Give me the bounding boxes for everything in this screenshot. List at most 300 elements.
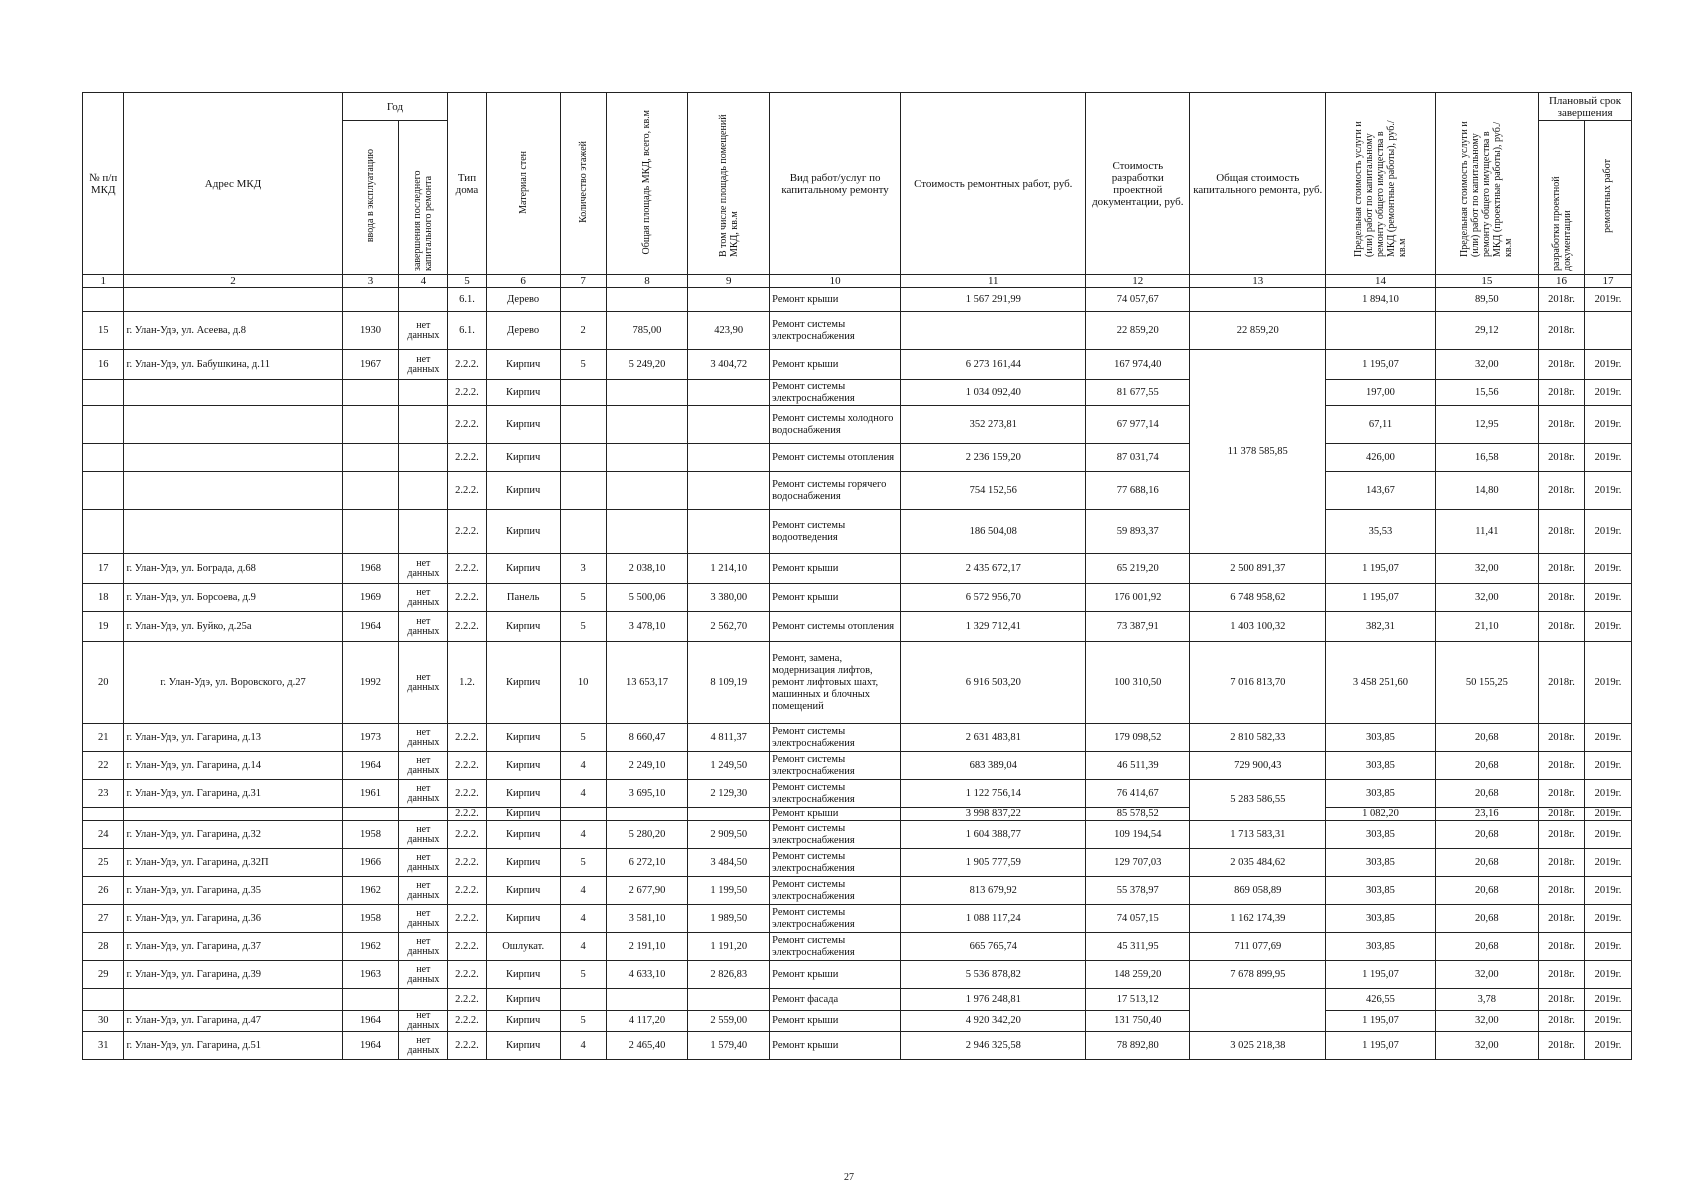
term-repair: 2019г. xyxy=(1584,380,1631,406)
header-num: № п/п МКД xyxy=(83,93,124,275)
wall-material: Кирпич xyxy=(486,808,560,821)
total-area xyxy=(606,380,688,406)
limit-repair: 303,85 xyxy=(1326,780,1435,808)
year-last-repair xyxy=(399,380,448,406)
header-total-cost: Общая стоимость капитального ремонта, руб. xyxy=(1190,93,1326,275)
year-commission xyxy=(342,472,399,510)
total-area xyxy=(606,472,688,510)
limit-repair: 426,55 xyxy=(1326,989,1435,1011)
term-repair: 2019г. xyxy=(1584,444,1631,472)
year-last-repair: нет данных xyxy=(399,612,448,642)
total-area: 5 280,20 xyxy=(606,821,688,849)
repair-cost: 683 389,04 xyxy=(901,752,1086,780)
col-number: 14 xyxy=(1326,275,1435,288)
house-type: 2.2.2. xyxy=(448,849,486,877)
col-number: 3 xyxy=(342,275,399,288)
total-area: 2 677,90 xyxy=(606,877,688,905)
address xyxy=(124,406,342,444)
col-number: 13 xyxy=(1190,275,1326,288)
work-type: Ремонт системы электроснабжения xyxy=(770,933,901,961)
limit-design: 11,41 xyxy=(1435,510,1539,554)
table-row xyxy=(83,1032,1632,1060)
wall-material: Кирпич xyxy=(486,849,560,877)
total-area xyxy=(606,510,688,554)
floors xyxy=(560,380,606,406)
term-repair: 2019г. xyxy=(1584,1011,1631,1032)
row-number: 22 xyxy=(83,752,124,780)
floors: 4 xyxy=(560,780,606,808)
limit-design: 20,68 xyxy=(1435,905,1539,933)
floors: 4 xyxy=(560,752,606,780)
premises-area xyxy=(688,472,770,510)
term-repair: 2019г. xyxy=(1584,510,1631,554)
wall-material: Кирпич xyxy=(486,406,560,444)
design-cost: 131 750,40 xyxy=(1086,1011,1190,1032)
year-last-repair: нет данных xyxy=(399,350,448,380)
wall-material: Кирпич xyxy=(486,989,560,1011)
address: г. Улан-Удэ, ул. Гагарина, д.51 xyxy=(124,1032,342,1060)
design-cost: 65 219,20 xyxy=(1086,554,1190,584)
year-last-repair: нет данных xyxy=(399,780,448,808)
work-type: Ремонт системы электроснабжения xyxy=(770,752,901,780)
term-repair: 2019г. xyxy=(1584,877,1631,905)
year-last-repair: нет данных xyxy=(399,849,448,877)
house-type: 2.2.2. xyxy=(448,1032,486,1060)
limit-design: 15,56 xyxy=(1435,380,1539,406)
floors: 5 xyxy=(560,961,606,989)
term-repair: 2019г. xyxy=(1584,472,1631,510)
term-repair: 2019г. xyxy=(1584,905,1631,933)
total-area: 3 478,10 xyxy=(606,612,688,642)
premises-area xyxy=(688,989,770,1011)
total-cost: 729 900,43 xyxy=(1190,752,1326,780)
limit-repair: 143,67 xyxy=(1326,472,1435,510)
wall-material: Кирпич xyxy=(486,1011,560,1032)
work-type: Ремонт системы холодного водоснабжения xyxy=(770,406,901,444)
header-limit-repair: Предельная стоимость услуги и (или) работ по капитальному ремонту общего имущества в МКД (ремонтные работы), руб./кв.м xyxy=(1326,93,1435,275)
total-area: 5 249,20 xyxy=(606,350,688,380)
year-last-repair: нет данных xyxy=(399,642,448,724)
address xyxy=(124,288,342,312)
year-last-repair xyxy=(399,472,448,510)
year-commission: 1958 xyxy=(342,905,399,933)
address xyxy=(124,380,342,406)
table-row xyxy=(83,933,1632,961)
row-number: 23 xyxy=(83,780,124,808)
limit-design: 20,68 xyxy=(1435,724,1539,752)
design-cost: 148 259,20 xyxy=(1086,961,1190,989)
premises-area: 4 811,37 xyxy=(688,724,770,752)
repair-cost: 1 976 248,81 xyxy=(901,989,1086,1011)
total-cost: 869 058,89 xyxy=(1190,877,1326,905)
year-commission xyxy=(342,808,399,821)
row-number: 20 xyxy=(83,642,124,724)
address: г. Улан-Удэ, ул. Воровского, д.27 xyxy=(124,642,342,724)
design-cost: 129 707,03 xyxy=(1086,849,1190,877)
limit-design: 21,10 xyxy=(1435,612,1539,642)
limit-repair: 197,00 xyxy=(1326,380,1435,406)
limit-design: 20,68 xyxy=(1435,821,1539,849)
design-cost: 45 311,95 xyxy=(1086,933,1190,961)
document-sheet xyxy=(82,92,1632,1060)
table-row xyxy=(83,380,1632,406)
year-commission: 1973 xyxy=(342,724,399,752)
term-design: 2018г. xyxy=(1539,288,1585,312)
row-number: 17 xyxy=(83,554,124,584)
premises-area: 1 579,40 xyxy=(688,1032,770,1060)
col-number: 11 xyxy=(901,275,1086,288)
year-last-repair xyxy=(399,444,448,472)
premises-area: 2 129,30 xyxy=(688,780,770,808)
term-design: 2018г. xyxy=(1539,584,1585,612)
address xyxy=(124,989,342,1011)
header-floors: Количество этажей xyxy=(560,93,606,275)
limit-design: 32,00 xyxy=(1435,961,1539,989)
wall-material: Кирпич xyxy=(486,612,560,642)
year-commission: 1964 xyxy=(342,612,399,642)
limit-repair: 1 195,07 xyxy=(1326,584,1435,612)
term-design: 2018г. xyxy=(1539,554,1585,584)
floors: 4 xyxy=(560,821,606,849)
wall-material: Кирпич xyxy=(486,724,560,752)
design-cost: 176 001,92 xyxy=(1086,584,1190,612)
limit-repair: 303,85 xyxy=(1326,877,1435,905)
term-design: 2018г. xyxy=(1539,1011,1585,1032)
house-type: 2.2.2. xyxy=(448,724,486,752)
house-type: 2.2.2. xyxy=(448,472,486,510)
design-cost: 46 511,39 xyxy=(1086,752,1190,780)
address xyxy=(124,510,342,554)
row-number xyxy=(83,510,124,554)
term-repair: 2019г. xyxy=(1584,933,1631,961)
address: г. Улан-Удэ, ул. Гагарина, д.37 xyxy=(124,933,342,961)
total-cost: 2 500 891,37 xyxy=(1190,554,1326,584)
limit-design: 32,00 xyxy=(1435,584,1539,612)
year-last-repair xyxy=(399,406,448,444)
year-commission: 1967 xyxy=(342,350,399,380)
limit-design: 20,68 xyxy=(1435,877,1539,905)
year-commission: 1963 xyxy=(342,961,399,989)
header-design-cost: Стоимость разработки проектной документации, руб. xyxy=(1086,93,1190,275)
floors xyxy=(560,406,606,444)
year-commission: 1961 xyxy=(342,780,399,808)
year-last-repair: нет данных xyxy=(399,961,448,989)
limit-design: 3,78 xyxy=(1435,989,1539,1011)
wall-material: Кирпич xyxy=(486,472,560,510)
work-type: Ремонт системы электроснабжения xyxy=(770,724,901,752)
work-type: Ремонт фасада xyxy=(770,989,901,1011)
floors: 4 xyxy=(560,933,606,961)
table-row xyxy=(83,849,1632,877)
table-row xyxy=(83,472,1632,510)
house-type: 2.2.2. xyxy=(448,808,486,821)
table-row xyxy=(83,780,1632,808)
design-cost: 167 974,40 xyxy=(1086,350,1190,380)
row-number xyxy=(83,380,124,406)
term-repair: 2019г. xyxy=(1584,584,1631,612)
term-repair: 2019г. xyxy=(1584,849,1631,877)
term-repair: 2019г. xyxy=(1584,612,1631,642)
table-row xyxy=(83,821,1632,849)
year-last-repair xyxy=(399,989,448,1011)
floors xyxy=(560,288,606,312)
year-commission: 1964 xyxy=(342,1011,399,1032)
house-type: 2.2.2. xyxy=(448,821,486,849)
total-area: 2 191,10 xyxy=(606,933,688,961)
premises-area xyxy=(688,444,770,472)
row-number: 25 xyxy=(83,849,124,877)
header-work-type: Вид работ/услуг по капитальному ремонту xyxy=(770,93,901,275)
limit-repair: 1 195,07 xyxy=(1326,961,1435,989)
limit-design: 32,00 xyxy=(1435,1011,1539,1032)
row-number: 16 xyxy=(83,350,124,380)
term-repair: 2019г. xyxy=(1584,752,1631,780)
limit-repair: 303,85 xyxy=(1326,905,1435,933)
year-commission: 1964 xyxy=(342,752,399,780)
term-design: 2018г. xyxy=(1539,724,1585,752)
repair-cost: 2 631 483,81 xyxy=(901,724,1086,752)
term-design: 2018г. xyxy=(1539,905,1585,933)
header-year-last-repair: завершения последнего капитального ремонта xyxy=(399,121,448,275)
house-type: 6.1. xyxy=(448,312,486,350)
total-cost: 7 678 899,95 xyxy=(1190,961,1326,989)
total-cost: 6 748 958,62 xyxy=(1190,584,1326,612)
col-number: 8 xyxy=(606,275,688,288)
row-number: 19 xyxy=(83,612,124,642)
premises-area: 2 559,00 xyxy=(688,1011,770,1032)
limit-repair: 1 195,07 xyxy=(1326,350,1435,380)
total-area xyxy=(606,406,688,444)
term-design: 2018г. xyxy=(1539,849,1585,877)
limit-repair: 1 195,07 xyxy=(1326,554,1435,584)
term-design: 2018г. xyxy=(1539,989,1585,1011)
floors: 4 xyxy=(560,1032,606,1060)
work-type: Ремонт системы электроснабжения xyxy=(770,849,901,877)
design-cost: 78 892,80 xyxy=(1086,1032,1190,1060)
total-cost: 1 403 100,32 xyxy=(1190,612,1326,642)
table-row xyxy=(83,288,1632,312)
term-repair: 2019г. xyxy=(1584,1032,1631,1060)
repair-cost: 1 034 092,40 xyxy=(901,380,1086,406)
premises-area: 3 484,50 xyxy=(688,849,770,877)
limit-repair: 426,00 xyxy=(1326,444,1435,472)
premises-area xyxy=(688,808,770,821)
row-number: 30 xyxy=(83,1011,124,1032)
table-row xyxy=(83,1011,1632,1032)
col-number: 12 xyxy=(1086,275,1190,288)
table-row xyxy=(83,612,1632,642)
work-type: Ремонт крыши xyxy=(770,1032,901,1060)
premises-area: 8 109,19 xyxy=(688,642,770,724)
wall-material: Кирпич xyxy=(486,877,560,905)
work-type: Ремонт системы электроснабжения xyxy=(770,905,901,933)
total-cost: 7 016 813,70 xyxy=(1190,642,1326,724)
repair-cost: 6 916 503,20 xyxy=(901,642,1086,724)
table-row xyxy=(83,642,1632,724)
design-cost: 55 378,97 xyxy=(1086,877,1190,905)
work-type: Ремонт системы электроснабжения xyxy=(770,821,901,849)
wall-material: Кирпич xyxy=(486,350,560,380)
col-number: 10 xyxy=(770,275,901,288)
total-cost: 2 810 582,33 xyxy=(1190,724,1326,752)
floors xyxy=(560,510,606,554)
work-type: Ремонт, замена, модернизация лифтов, ремонт лифтовых шахт, машинных и блочных помещений xyxy=(770,642,901,724)
repair-cost: 2 236 159,20 xyxy=(901,444,1086,472)
term-repair: 2019г. xyxy=(1584,554,1631,584)
work-type: Ремонт системы водоотведения xyxy=(770,510,901,554)
address xyxy=(124,472,342,510)
floors: 5 xyxy=(560,584,606,612)
total-area: 2 465,40 xyxy=(606,1032,688,1060)
address: г. Улан-Удэ, ул. Гагарина, д.14 xyxy=(124,752,342,780)
design-cost: 22 859,20 xyxy=(1086,312,1190,350)
year-commission xyxy=(342,989,399,1011)
floors xyxy=(560,472,606,510)
table-row xyxy=(83,510,1632,554)
header-repair-cost: Стоимость ремонтных работ, руб. xyxy=(901,93,1086,275)
work-type: Ремонт крыши xyxy=(770,1011,901,1032)
header-term-design: разработки проектной документации xyxy=(1539,121,1585,275)
floors xyxy=(560,444,606,472)
limit-design: 20,68 xyxy=(1435,933,1539,961)
year-last-repair: нет данных xyxy=(399,1011,448,1032)
total-area: 4 633,10 xyxy=(606,961,688,989)
limit-repair: 1 894,10 xyxy=(1326,288,1435,312)
header-year-commission: ввода в эксплуатацию xyxy=(342,121,399,275)
total-area xyxy=(606,808,688,821)
term-repair: 2019г. xyxy=(1584,821,1631,849)
term-repair: 2019г. xyxy=(1584,989,1631,1011)
header-premises-area: В том числе площадь помещений МКД, кв.м xyxy=(688,93,770,275)
wall-material: Дерево xyxy=(486,312,560,350)
table-row xyxy=(83,350,1632,380)
year-commission: 1962 xyxy=(342,877,399,905)
term-design: 2018г. xyxy=(1539,877,1585,905)
limit-repair: 382,31 xyxy=(1326,612,1435,642)
wall-material: Кирпич xyxy=(486,554,560,584)
repair-cost: 5 536 878,82 xyxy=(901,961,1086,989)
table-row xyxy=(83,584,1632,612)
work-type: Ремонт системы отопления xyxy=(770,444,901,472)
year-commission: 1958 xyxy=(342,821,399,849)
house-type: 2.2.2. xyxy=(448,752,486,780)
term-design: 2018г. xyxy=(1539,380,1585,406)
address: г. Улан-Удэ, ул. Гагарина, д.32П xyxy=(124,849,342,877)
repair-program-table xyxy=(82,92,1632,1060)
row-number xyxy=(83,444,124,472)
house-type: 2.2.2. xyxy=(448,877,486,905)
year-commission: 1930 xyxy=(342,312,399,350)
house-type: 2.2.2. xyxy=(448,380,486,406)
row-number: 26 xyxy=(83,877,124,905)
year-last-repair xyxy=(399,288,448,312)
limit-repair: 35,53 xyxy=(1326,510,1435,554)
repair-cost: 1 088 117,24 xyxy=(901,905,1086,933)
term-design: 2018г. xyxy=(1539,350,1585,380)
year-commission xyxy=(342,510,399,554)
limit-design: 20,68 xyxy=(1435,849,1539,877)
floors: 5 xyxy=(560,612,606,642)
row-number: 24 xyxy=(83,821,124,849)
limit-repair: 1 195,07 xyxy=(1326,1011,1435,1032)
house-type: 6.1. xyxy=(448,288,486,312)
row-number: 31 xyxy=(83,1032,124,1060)
floors: 5 xyxy=(560,724,606,752)
wall-material: Дерево xyxy=(486,288,560,312)
address xyxy=(124,444,342,472)
house-type: 2.2.2. xyxy=(448,989,486,1011)
address: г. Улан-Удэ, ул. Гагарина, д.39 xyxy=(124,961,342,989)
limit-repair: 1 082,20 xyxy=(1326,808,1435,821)
year-commission xyxy=(342,380,399,406)
row-number xyxy=(83,989,124,1011)
floors xyxy=(560,989,606,1011)
design-cost: 77 688,16 xyxy=(1086,472,1190,510)
term-repair: 2019г. xyxy=(1584,288,1631,312)
year-last-repair: нет данных xyxy=(399,905,448,933)
year-commission: 1968 xyxy=(342,554,399,584)
term-repair: 2019г. xyxy=(1584,642,1631,724)
wall-material: Ошлукат. xyxy=(486,933,560,961)
limit-repair: 303,85 xyxy=(1326,821,1435,849)
total-cost xyxy=(1190,288,1326,312)
work-type: Ремонт крыши xyxy=(770,584,901,612)
total-area: 5 500,06 xyxy=(606,584,688,612)
house-type: 2.2.2. xyxy=(448,961,486,989)
term-design: 2018г. xyxy=(1539,406,1585,444)
term-design: 2018г. xyxy=(1539,821,1585,849)
total-cost: 5 283 586,55 xyxy=(1190,780,1326,821)
page-number: 27 xyxy=(844,1172,854,1183)
limit-repair: 303,85 xyxy=(1326,724,1435,752)
repair-cost xyxy=(901,312,1086,350)
design-cost: 74 057,15 xyxy=(1086,905,1190,933)
repair-cost: 754 152,56 xyxy=(901,472,1086,510)
design-cost: 109 194,54 xyxy=(1086,821,1190,849)
limit-design: 20,68 xyxy=(1435,780,1539,808)
floors: 5 xyxy=(560,350,606,380)
repair-cost: 6 273 161,44 xyxy=(901,350,1086,380)
total-area: 2 038,10 xyxy=(606,554,688,584)
term-design: 2018г. xyxy=(1539,933,1585,961)
row-number: 15 xyxy=(83,312,124,350)
design-cost: 17 513,12 xyxy=(1086,989,1190,1011)
table-row xyxy=(83,961,1632,989)
table-row xyxy=(83,905,1632,933)
year-commission: 1969 xyxy=(342,584,399,612)
header-term-repair: ремонтных работ xyxy=(1584,121,1631,275)
total-area: 785,00 xyxy=(606,312,688,350)
premises-area xyxy=(688,380,770,406)
wall-material: Кирпич xyxy=(486,780,560,808)
wall-material: Кирпич xyxy=(486,752,560,780)
house-type: 2.2.2. xyxy=(448,584,486,612)
col-number: 9 xyxy=(688,275,770,288)
header-planned-term: Плановый срок завершения xyxy=(1539,93,1632,121)
design-cost: 76 414,67 xyxy=(1086,780,1190,808)
col-number: 1 xyxy=(83,275,124,288)
house-type: 2.2.2. xyxy=(448,780,486,808)
premises-area: 1 249,50 xyxy=(688,752,770,780)
term-repair: 2019г. xyxy=(1584,350,1631,380)
work-type: Ремонт крыши xyxy=(770,288,901,312)
floors xyxy=(560,808,606,821)
header-limit-design: Предельная стоимость услуги и (или) работ по капитальному ремонту общего имущества в МКД (проектные работы), руб./кв.м xyxy=(1435,93,1539,275)
term-design: 2018г. xyxy=(1539,780,1585,808)
premises-area: 1 199,50 xyxy=(688,877,770,905)
col-number: 2 xyxy=(124,275,342,288)
premises-area xyxy=(688,288,770,312)
